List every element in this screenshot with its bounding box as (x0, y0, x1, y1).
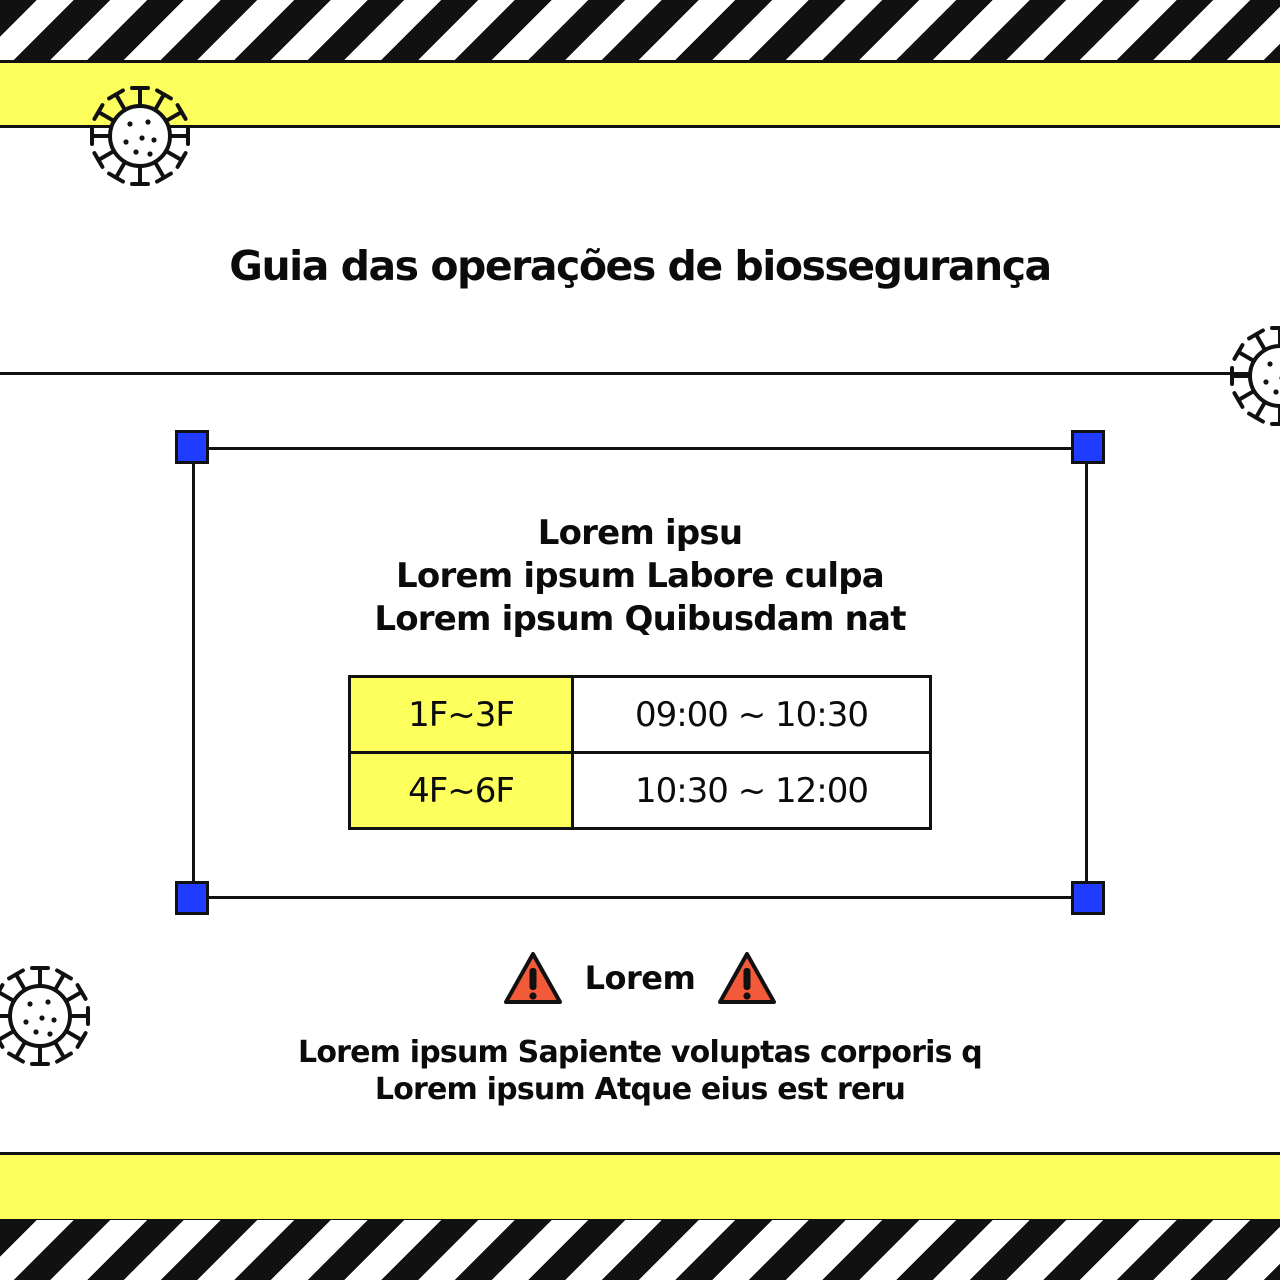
floor-cell: 1F~3F (350, 677, 573, 753)
frame-handle-top-left (175, 430, 209, 464)
floor-cell: 4F~6F (350, 753, 573, 829)
frame-handle-bottom-left (175, 881, 209, 915)
hazard-stripe-bottom (0, 1220, 1280, 1280)
time-cell: 09:00 ~ 10:30 (573, 677, 931, 753)
warning-triangle-icon (503, 950, 563, 1006)
warning-triangle-icon (717, 950, 777, 1006)
subtitle-line: Lorem ipsum Quibusdam nat (374, 599, 906, 639)
notice-block (0, 1034, 1280, 1108)
time-cell: 10:30 ~ 12:00 (573, 753, 931, 829)
warning-row (0, 948, 1280, 1008)
table-row (350, 677, 931, 753)
virus-icon (1228, 324, 1280, 428)
frame-handle-top-right (1071, 430, 1105, 464)
page-title: Guia das operações de biossegurança (229, 242, 1051, 290)
subtitle-line: Lorem ipsu (537, 513, 743, 553)
table-row (350, 753, 931, 829)
notice-line: Lorem ipsum Sapiente voluptas corporis q (298, 1035, 982, 1070)
hazard-stripe-top (0, 0, 1280, 60)
yellow-band-bottom (0, 1152, 1280, 1222)
warning-label: Lorem (584, 959, 696, 997)
frame-handle-bottom-right (1071, 881, 1105, 915)
virus-icon (88, 84, 192, 188)
yellow-band-top (0, 60, 1280, 128)
notice-line: Lorem ipsum Atque eius est reru (374, 1072, 906, 1107)
divider-line (0, 372, 1280, 375)
subtitle-line: Lorem ipsum Labore culpa (396, 556, 884, 596)
subtitle-block (192, 512, 1088, 641)
schedule-table (348, 675, 932, 830)
